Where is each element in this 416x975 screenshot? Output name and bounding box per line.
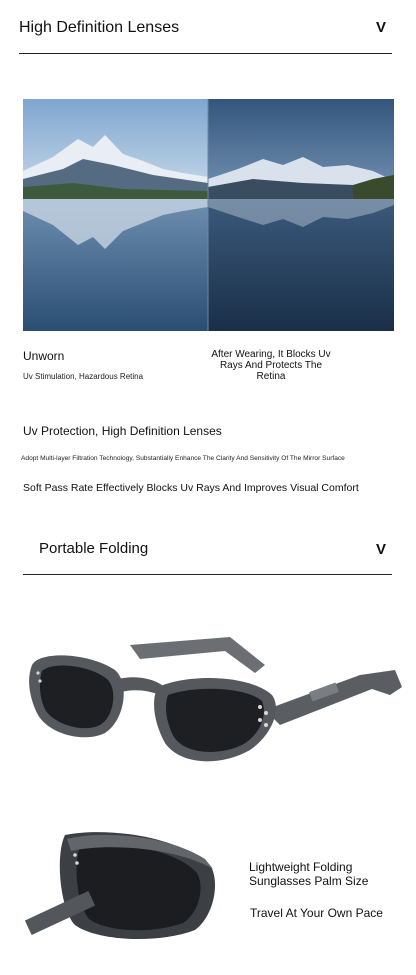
sunglasses-folded-image bbox=[25, 825, 225, 945]
lens-comparison-image bbox=[23, 99, 394, 331]
unworn-label: Unworn bbox=[23, 349, 65, 363]
chevron-down-icon[interactable]: V bbox=[376, 541, 387, 558]
section-title-folding: Portable Folding bbox=[39, 540, 149, 557]
protection-detail: Adopt Multi-layer Filtration Technology, Substantially Enhance The Clarity And Sensitivity Of The Mirror Surface bbox=[21, 455, 345, 462]
mountain-lake-illustration bbox=[23, 99, 394, 331]
after-wearing-caption: After Wearing, It Blocks Uv Rays And Protects The Retina bbox=[211, 349, 331, 382]
folding-feature-line2: Sunglasses Palm Size bbox=[249, 874, 369, 888]
section-divider bbox=[23, 574, 392, 575]
section-divider bbox=[19, 53, 392, 54]
unworn-caption: Uv Stimulation, Hazardous Retina bbox=[23, 372, 144, 381]
section-title-lenses: High Definition Lenses bbox=[19, 19, 180, 36]
folding-tagline: Travel At Your Own Pace bbox=[250, 906, 383, 920]
folding-feature-line1: Lightweight Folding bbox=[249, 860, 353, 874]
sunglasses-open-illustration bbox=[10, 625, 410, 780]
protection-heading: Uv Protection, High Definition Lenses bbox=[23, 424, 222, 438]
sunglasses-folded-illustration bbox=[25, 825, 225, 945]
protection-summary: Soft Pass Rate Effectively Blocks Uv Rays And Improves Visual Comfort bbox=[23, 482, 359, 494]
chevron-down-icon[interactable]: V bbox=[376, 19, 387, 36]
sunglasses-open-image bbox=[10, 625, 410, 780]
